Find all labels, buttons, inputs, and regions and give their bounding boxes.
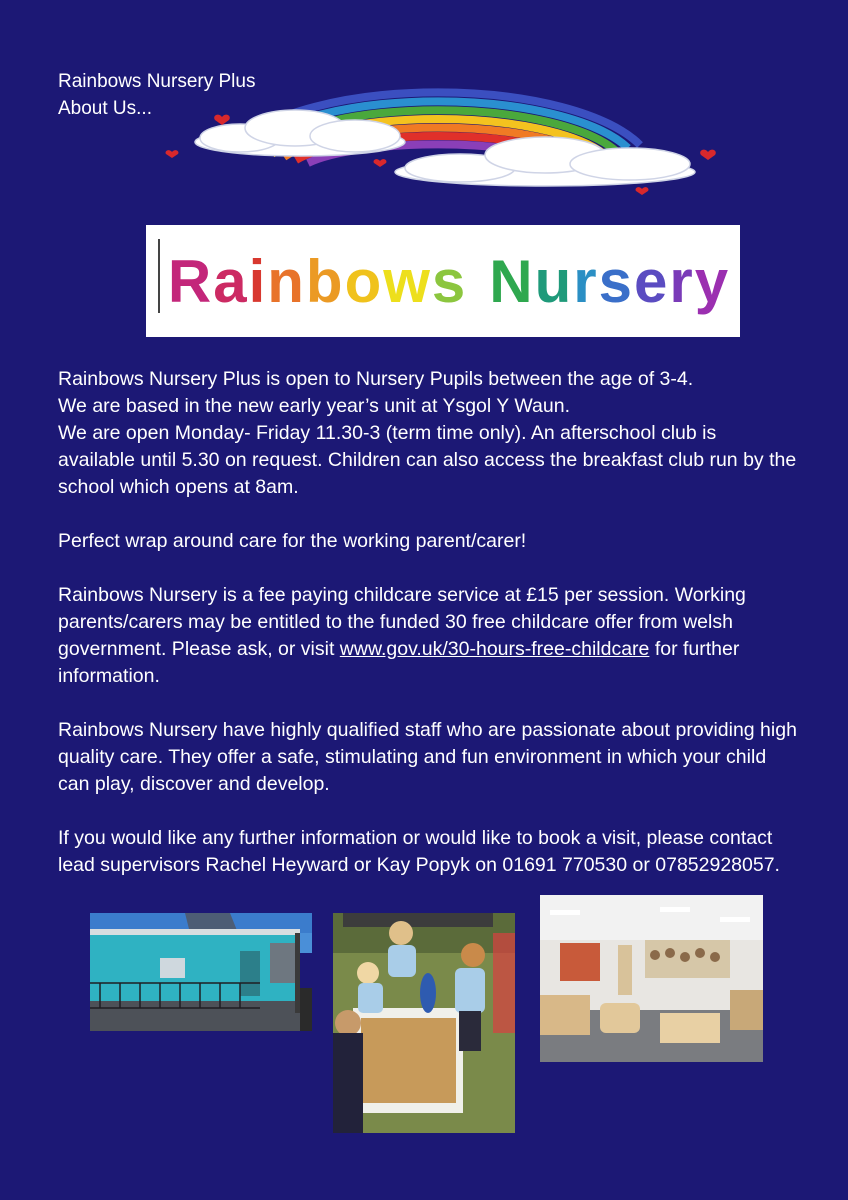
- logo-letter: a: [213, 247, 249, 315]
- fees-text-end: for further information.: [58, 638, 740, 687]
- intro-line-3: We are open Monday- Friday 11.30-3 (term time only). An afterschool club is available until 5.30 on request. Children can also access the breakfast club run by the school which opens at 8am.: [58, 422, 797, 498]
- logo-letter: r: [669, 247, 695, 315]
- logo-letter: R: [167, 247, 214, 315]
- logo-letter: r: [573, 247, 599, 315]
- staff-paragraph: Rainbows Nursery have highly qualified staff who are passionate about providing high quality care. They offer a safe, stimulating and fun environment in which your child can play, discover and develop.: [58, 719, 797, 795]
- childcare-link[interactable]: www.gov.uk/30-hours-free-childcare: [339, 638, 650, 660]
- logo-letter: N: [489, 247, 535, 315]
- classroom-photo: [540, 895, 763, 1062]
- intro-line-1: Rainbows Nursery Plus is open to Nursery Pupils between the age of 3-4.: [58, 368, 694, 390]
- contact-paragraph: If you would like any further information or would like to book a visit, please contact lead supervisors Rachel Heyward or Kay Popyk on 01691 770530 or 07852928057.: [58, 827, 780, 876]
- logo-letter: s: [598, 247, 635, 315]
- logo-text: [146, 225, 740, 337]
- header-title: Rainbows Nursery Plus: [58, 71, 256, 92]
- building-photo: [90, 913, 312, 1031]
- logo-letter: s: [431, 247, 468, 315]
- header-subtitle: About Us...: [58, 98, 152, 119]
- logo-letter: o: [344, 247, 384, 315]
- page-header: [58, 68, 255, 122]
- main-content: [58, 366, 798, 879]
- logo-letter: b: [305, 247, 345, 315]
- intro-line-2: We are based in the new early year’s unit at Ysgol Y Waun.: [58, 395, 570, 417]
- logo-letter: e: [634, 247, 670, 315]
- wrap-around-care-text: Perfect wrap around care for the working parent/carer!: [58, 530, 527, 552]
- logo-letter: n: [267, 247, 306, 315]
- fees-paragraph: [58, 582, 798, 690]
- logo-letter: y: [694, 247, 731, 315]
- logo-letter: u: [534, 247, 574, 315]
- logo-letter: i: [248, 247, 268, 315]
- sandpit-photo: [333, 913, 515, 1133]
- fees-text: Rainbows Nursery is a fee paying childcare service at £15 per session. Working parents/carers may be entitled to the funded 30 free childcare offer from welsh government. Please ask, or visit: [58, 584, 746, 660]
- logo-banner: [146, 225, 740, 337]
- logo-letter: w: [383, 247, 432, 315]
